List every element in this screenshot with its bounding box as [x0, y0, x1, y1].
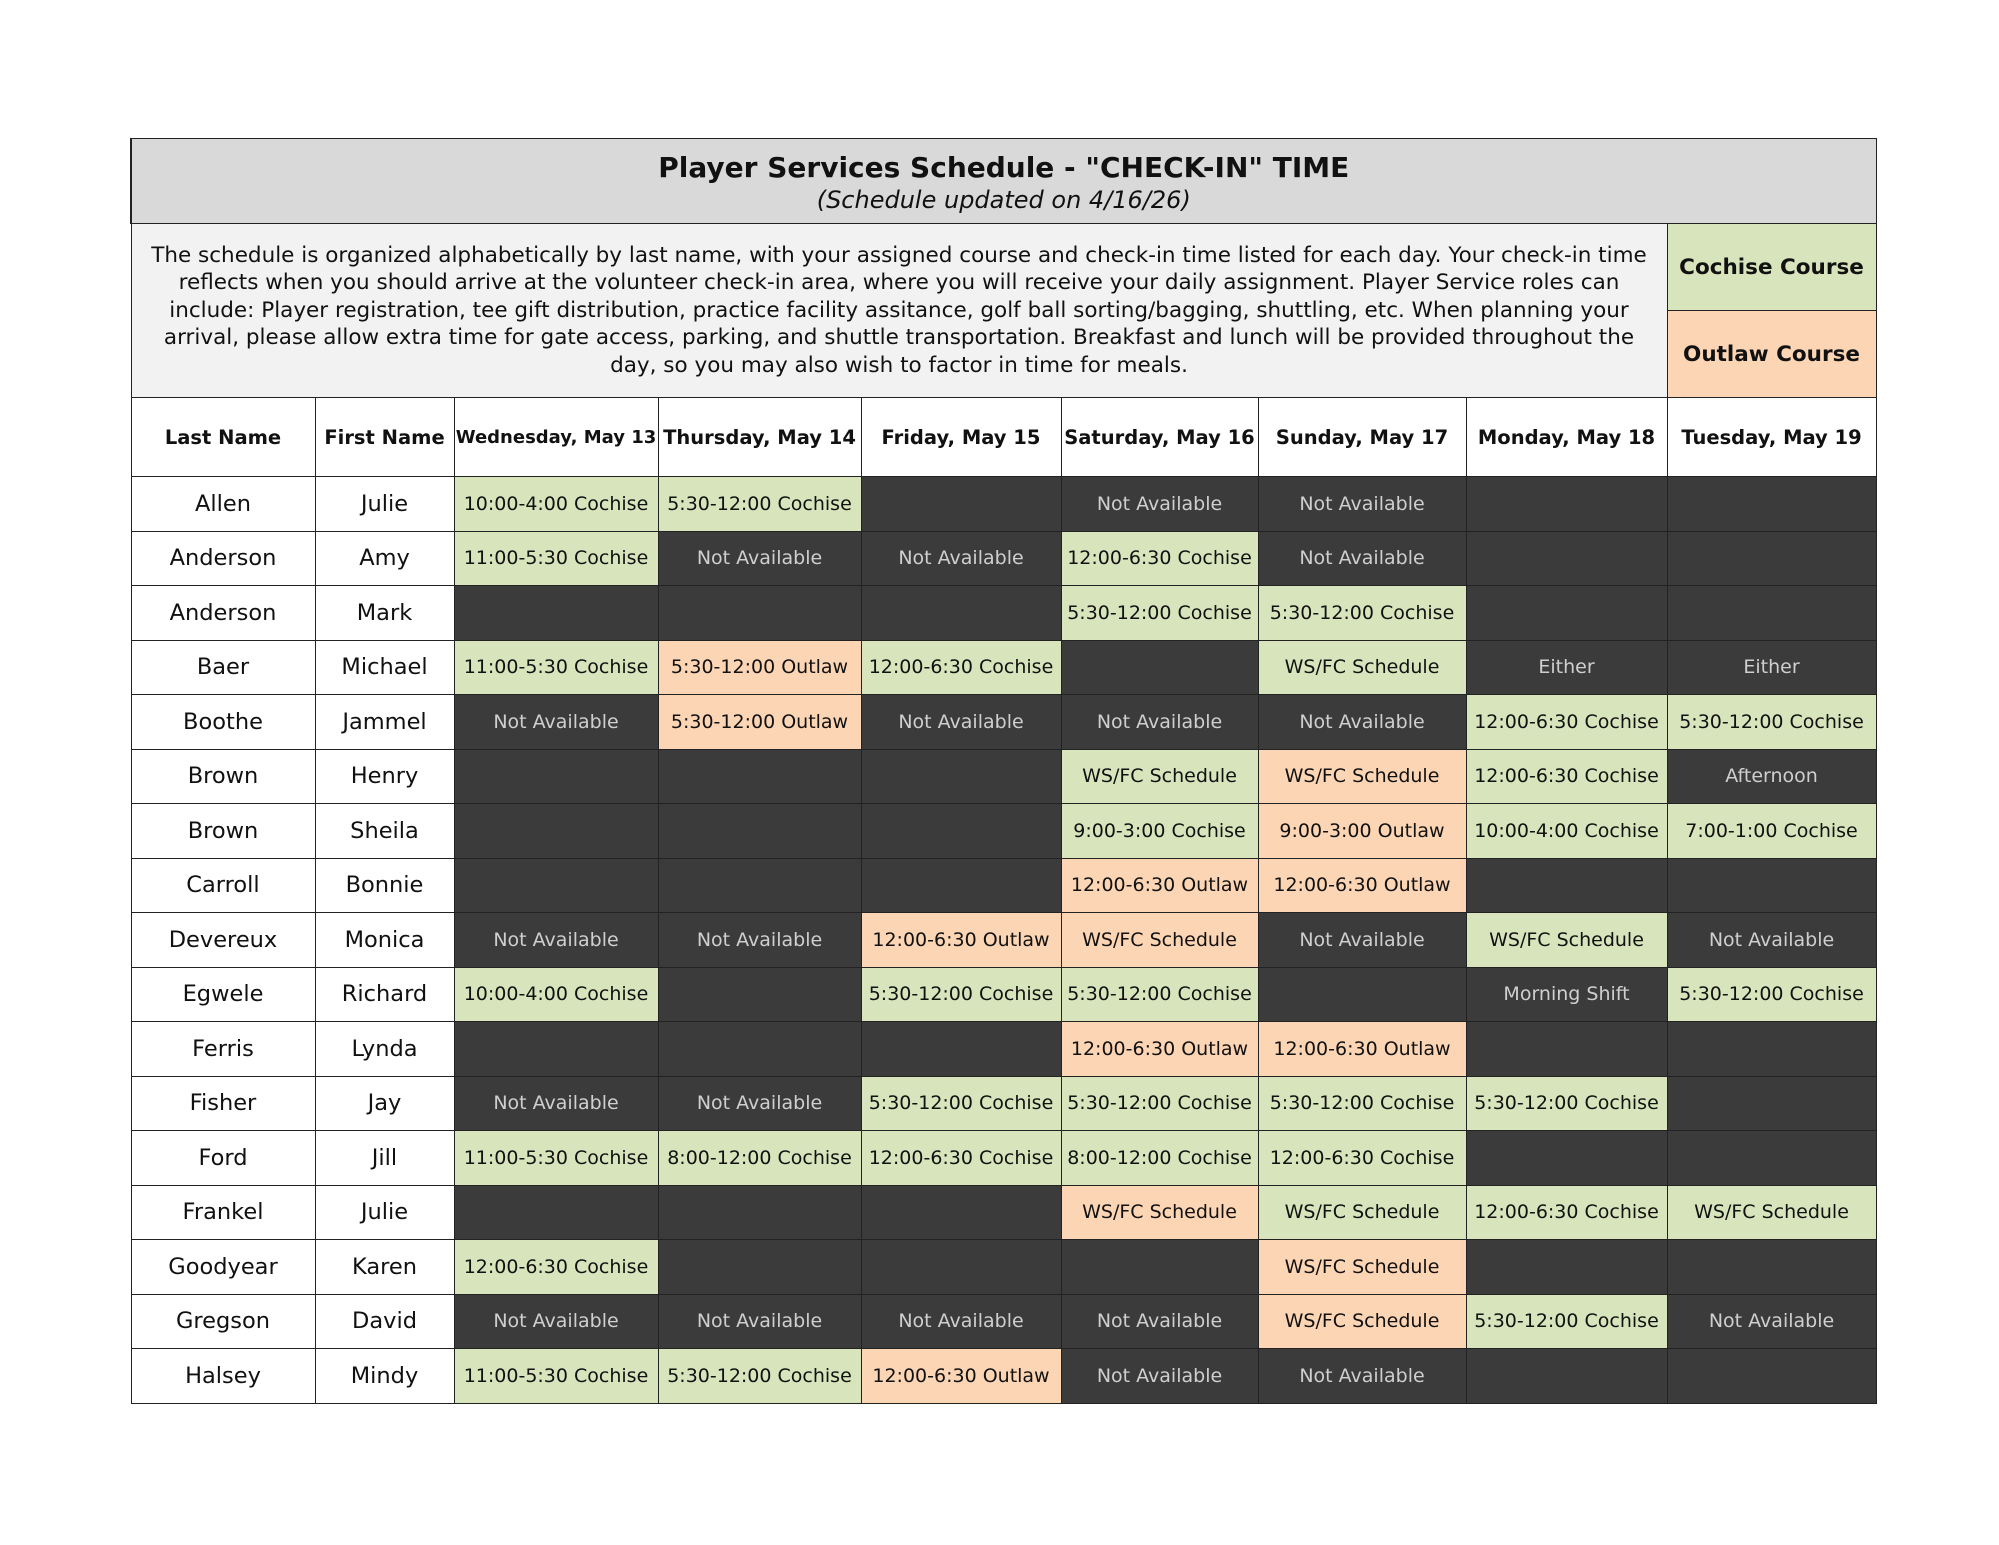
schedule-cell-friday [861, 749, 1061, 804]
schedule-cell-sunday: WS/FC Schedule [1258, 1240, 1466, 1295]
first-name-cell: Lynda [315, 1022, 454, 1077]
schedule-cell-thursday: Not Available [658, 1294, 861, 1349]
schedule-cell-wednesday: 11:00-5:30 Cochise [454, 531, 658, 586]
schedule-cell-monday [1466, 1349, 1667, 1404]
schedule-cell-thursday [658, 586, 861, 641]
col-header-last-name: Last Name [131, 398, 315, 477]
schedule-cell-sunday: 12:00-6:30 Cochise [1258, 1131, 1466, 1186]
first-name-cell: Jay [315, 1076, 454, 1131]
schedule-cell-friday: 12:00-6:30 Cochise [861, 1131, 1061, 1186]
first-name-cell: Mindy [315, 1349, 454, 1404]
schedule-cell-thursday: Not Available [658, 1076, 861, 1131]
first-name-cell: Sheila [315, 804, 454, 859]
schedule-cell-sunday: WS/FC Schedule [1258, 1294, 1466, 1349]
schedule-cell-friday [861, 477, 1061, 532]
schedule-cell-saturday: 12:00-6:30 Outlaw [1061, 1022, 1258, 1077]
last-name-cell: Ford [131, 1131, 315, 1186]
first-name-cell: Monica [315, 913, 454, 968]
first-name-cell: Jill [315, 1131, 454, 1186]
schedule-cell-tuesday: Afternoon [1667, 749, 1876, 804]
schedule-cell-friday: 12:00-6:30 Outlaw [861, 1349, 1061, 1404]
schedule-cell-wednesday: 11:00-5:30 Cochise [454, 1131, 658, 1186]
schedule-cell-wednesday: Not Available [454, 695, 658, 750]
schedule-cell-sunday: 9:00-3:00 Outlaw [1258, 804, 1466, 859]
schedule-cell-wednesday: 10:00-4:00 Cochise [454, 477, 658, 532]
last-name-cell: Anderson [131, 586, 315, 641]
table-row [131, 749, 1876, 804]
table-row [131, 477, 1876, 532]
schedule-cell-tuesday [1667, 477, 1876, 532]
table-row [131, 1349, 1876, 1404]
schedule-cell-wednesday: 11:00-5:30 Cochise [454, 1349, 658, 1404]
schedule-cell-sunday: Not Available [1258, 1349, 1466, 1404]
page-subtitle: (Schedule updated on 4/16/26) [816, 186, 1191, 214]
schedule-cell-tuesday [1667, 586, 1876, 641]
schedule-cell-sunday: Not Available [1258, 477, 1466, 532]
schedule-table [130, 138, 1877, 1404]
schedule-cell-wednesday [454, 858, 658, 913]
col-header-friday: Friday, May 15 [861, 398, 1061, 477]
table-row [131, 1294, 1876, 1349]
schedule-cell-thursday: 5:30-12:00 Outlaw [658, 695, 861, 750]
schedule-cell-saturday: WS/FC Schedule [1061, 1185, 1258, 1240]
schedule-cell-friday: 5:30-12:00 Cochise [861, 1076, 1061, 1131]
table-row [131, 640, 1876, 695]
schedule-cell-monday: 5:30-12:00 Cochise [1466, 1076, 1667, 1131]
table-row [131, 531, 1876, 586]
schedule-cell-sunday: 5:30-12:00 Cochise [1258, 586, 1466, 641]
table-row [131, 586, 1876, 641]
schedule-cell-sunday [1258, 967, 1466, 1022]
schedule-cell-tuesday: Not Available [1667, 913, 1876, 968]
schedule-cell-monday [1466, 858, 1667, 913]
schedule-cell-tuesday: 7:00-1:00 Cochise [1667, 804, 1876, 859]
schedule-cell-monday [1466, 586, 1667, 641]
schedule-cell-thursday [658, 1185, 861, 1240]
schedule-cell-friday: Not Available [861, 1294, 1061, 1349]
schedule-cell-wednesday: 11:00-5:30 Cochise [454, 640, 658, 695]
schedule-cell-wednesday: Not Available [454, 1294, 658, 1349]
schedule-cell-sunday: 12:00-6:30 Outlaw [1258, 858, 1466, 913]
schedule-cell-wednesday: Not Available [454, 1076, 658, 1131]
schedule-cell-tuesday: Either [1667, 640, 1876, 695]
first-name-cell: David [315, 1294, 454, 1349]
first-name-cell: Mark [315, 586, 454, 641]
table-row [131, 1240, 1876, 1295]
schedule-cell-thursday: 5:30-12:00 Cochise [658, 477, 861, 532]
schedule-cell-sunday: 5:30-12:00 Cochise [1258, 1076, 1466, 1131]
schedule-cell-saturday: 12:00-6:30 Outlaw [1061, 858, 1258, 913]
first-name-cell: Karen [315, 1240, 454, 1295]
last-name-cell: Frankel [131, 1185, 315, 1240]
schedule-cell-monday: 5:30-12:00 Cochise [1466, 1294, 1667, 1349]
schedule-cell-tuesday [1667, 1349, 1876, 1404]
first-name-cell: Henry [315, 749, 454, 804]
schedule-cell-thursday [658, 749, 861, 804]
schedule-cell-friday [861, 858, 1061, 913]
schedule-cell-tuesday: 5:30-12:00 Cochise [1667, 967, 1876, 1022]
col-header-saturday: Saturday, May 16 [1061, 398, 1258, 477]
legend-outlaw-course: Outlaw Course [1667, 311, 1876, 398]
table-row [131, 858, 1876, 913]
schedule-cell-friday [861, 1022, 1061, 1077]
schedule-cell-monday: Morning Shift [1466, 967, 1667, 1022]
schedule-cell-saturday: 9:00-3:00 Cochise [1061, 804, 1258, 859]
schedule-cell-saturday [1061, 640, 1258, 695]
schedule-cell-sunday: Not Available [1258, 531, 1466, 586]
schedule-cell-thursday: 8:00-12:00 Cochise [658, 1131, 861, 1186]
last-name-cell: Allen [131, 477, 315, 532]
schedule-cell-thursday [658, 1022, 861, 1077]
schedule-cell-thursday: Not Available [658, 913, 861, 968]
first-name-cell: Michael [315, 640, 454, 695]
schedule-cell-saturday: 5:30-12:00 Cochise [1061, 1076, 1258, 1131]
schedule-cell-thursday [658, 1240, 861, 1295]
schedule-sheet [130, 138, 1875, 1404]
schedule-description: The schedule is organized alphabetically by last name, with your assigned course and check-in time listed for each day. Your check-in time reflects when you should arrive at the volunteer check-in area, where you will receive your daily assignment. Player Service roles can include: Player registration, tee gift distribution, practice facility assitance, golf ball sorting/bagging, shuttling, etc. When planning your arrival, please allow extra time for gate access, parking, and shuttle transportation. Breakfast and lunch will be provided throughout the day, so you may also wish to factor in time for meals. [131, 224, 1667, 398]
schedule-cell-friday [861, 804, 1061, 859]
schedule-cell-monday: 12:00-6:30 Cochise [1466, 749, 1667, 804]
col-header-sunday: Sunday, May 17 [1258, 398, 1466, 477]
schedule-cell-tuesday [1667, 1076, 1876, 1131]
table-row [131, 695, 1876, 750]
schedule-cell-saturday: WS/FC Schedule [1061, 913, 1258, 968]
schedule-cell-saturday: Not Available [1061, 1349, 1258, 1404]
schedule-cell-thursday [658, 858, 861, 913]
title-block [131, 139, 1876, 224]
last-name-cell: Ferris [131, 1022, 315, 1077]
first-name-cell: Jammel [315, 695, 454, 750]
schedule-cell-friday: 12:00-6:30 Cochise [861, 640, 1061, 695]
legend-cochise-course: Cochise Course [1667, 224, 1876, 311]
table-row [131, 967, 1876, 1022]
table-row [131, 1185, 1876, 1240]
schedule-cell-saturday [1061, 1240, 1258, 1295]
schedule-cell-monday: WS/FC Schedule [1466, 913, 1667, 968]
schedule-cell-thursday: 5:30-12:00 Outlaw [658, 640, 861, 695]
schedule-cell-saturday: WS/FC Schedule [1061, 749, 1258, 804]
table-row [131, 913, 1876, 968]
table-row [131, 804, 1876, 859]
last-name-cell: Gregson [131, 1294, 315, 1349]
schedule-cell-sunday: WS/FC Schedule [1258, 749, 1466, 804]
schedule-cell-tuesday [1667, 1240, 1876, 1295]
col-header-tuesday: Tuesday, May 19 [1667, 398, 1876, 477]
schedule-cell-wednesday [454, 1185, 658, 1240]
schedule-cell-friday: Not Available [861, 695, 1061, 750]
schedule-cell-wednesday: 12:00-6:30 Cochise [454, 1240, 658, 1295]
schedule-cell-friday: Not Available [861, 531, 1061, 586]
schedule-cell-saturday: 5:30-12:00 Cochise [1061, 967, 1258, 1022]
table-row [131, 1076, 1876, 1131]
first-name-cell: Julie [315, 1185, 454, 1240]
schedule-cell-thursday [658, 967, 861, 1022]
last-name-cell: Brown [131, 804, 315, 859]
schedule-cell-wednesday [454, 1022, 658, 1077]
schedule-cell-sunday: Not Available [1258, 695, 1466, 750]
schedule-cell-friday [861, 586, 1061, 641]
schedule-cell-monday: 12:00-6:30 Cochise [1466, 695, 1667, 750]
first-name-cell: Amy [315, 531, 454, 586]
last-name-cell: Carroll [131, 858, 315, 913]
last-name-cell: Anderson [131, 531, 315, 586]
last-name-cell: Baer [131, 640, 315, 695]
schedule-cell-monday [1466, 1022, 1667, 1077]
first-name-cell: Richard [315, 967, 454, 1022]
col-header-monday: Monday, May 18 [1466, 398, 1667, 477]
schedule-cell-monday: Either [1466, 640, 1667, 695]
schedule-cell-friday: 5:30-12:00 Cochise [861, 967, 1061, 1022]
schedule-cell-tuesday: 5:30-12:00 Cochise [1667, 695, 1876, 750]
schedule-cell-monday [1466, 1131, 1667, 1186]
schedule-cell-saturday: Not Available [1061, 695, 1258, 750]
schedule-cell-tuesday: WS/FC Schedule [1667, 1185, 1876, 1240]
first-name-cell: Julie [315, 477, 454, 532]
schedule-rows [131, 477, 1876, 1404]
schedule-cell-thursday [658, 804, 861, 859]
last-name-cell: Fisher [131, 1076, 315, 1131]
schedule-cell-tuesday: Not Available [1667, 1294, 1876, 1349]
schedule-cell-tuesday [1667, 858, 1876, 913]
schedule-cell-thursday: 5:30-12:00 Cochise [658, 1349, 861, 1404]
schedule-cell-friday [861, 1240, 1061, 1295]
page-title: Player Services Schedule - "CHECK-IN" TIME [658, 151, 1350, 184]
schedule-cell-sunday: 12:00-6:30 Outlaw [1258, 1022, 1466, 1077]
schedule-cell-saturday: Not Available [1061, 477, 1258, 532]
last-name-cell: Halsey [131, 1349, 315, 1404]
schedule-cell-monday: 10:00-4:00 Cochise [1466, 804, 1667, 859]
schedule-cell-wednesday: 10:00-4:00 Cochise [454, 967, 658, 1022]
schedule-cell-sunday: Not Available [1258, 913, 1466, 968]
schedule-cell-sunday: WS/FC Schedule [1258, 640, 1466, 695]
schedule-cell-monday [1466, 477, 1667, 532]
last-name-cell: Boothe [131, 695, 315, 750]
schedule-cell-sunday: WS/FC Schedule [1258, 1185, 1466, 1240]
schedule-cell-wednesday [454, 749, 658, 804]
last-name-cell: Brown [131, 749, 315, 804]
schedule-cell-saturday: 8:00-12:00 Cochise [1061, 1131, 1258, 1186]
schedule-cell-monday [1466, 531, 1667, 586]
schedule-cell-monday [1466, 1240, 1667, 1295]
schedule-cell-wednesday: Not Available [454, 913, 658, 968]
schedule-cell-friday [861, 1185, 1061, 1240]
last-name-cell: Devereux [131, 913, 315, 968]
last-name-cell: Goodyear [131, 1240, 315, 1295]
table-row [131, 1131, 1876, 1186]
schedule-cell-friday: 12:00-6:30 Outlaw [861, 913, 1061, 968]
schedule-cell-saturday: 12:00-6:30 Cochise [1061, 531, 1258, 586]
col-header-thursday: Thursday, May 14 [658, 398, 861, 477]
schedule-cell-saturday: Not Available [1061, 1294, 1258, 1349]
col-header-wednesday: Wednesday, May 13 [454, 398, 658, 477]
table-row [131, 1022, 1876, 1077]
col-header-first-name: First Name [315, 398, 454, 477]
schedule-cell-tuesday [1667, 531, 1876, 586]
schedule-cell-wednesday [454, 586, 658, 641]
schedule-cell-thursday: Not Available [658, 531, 861, 586]
schedule-cell-wednesday [454, 804, 658, 859]
first-name-cell: Bonnie [315, 858, 454, 913]
schedule-cell-tuesday [1667, 1022, 1876, 1077]
column-header-row [131, 398, 1876, 477]
schedule-cell-saturday: 5:30-12:00 Cochise [1061, 586, 1258, 641]
schedule-cell-tuesday [1667, 1131, 1876, 1186]
schedule-cell-monday: 12:00-6:30 Cochise [1466, 1185, 1667, 1240]
last-name-cell: Egwele [131, 967, 315, 1022]
